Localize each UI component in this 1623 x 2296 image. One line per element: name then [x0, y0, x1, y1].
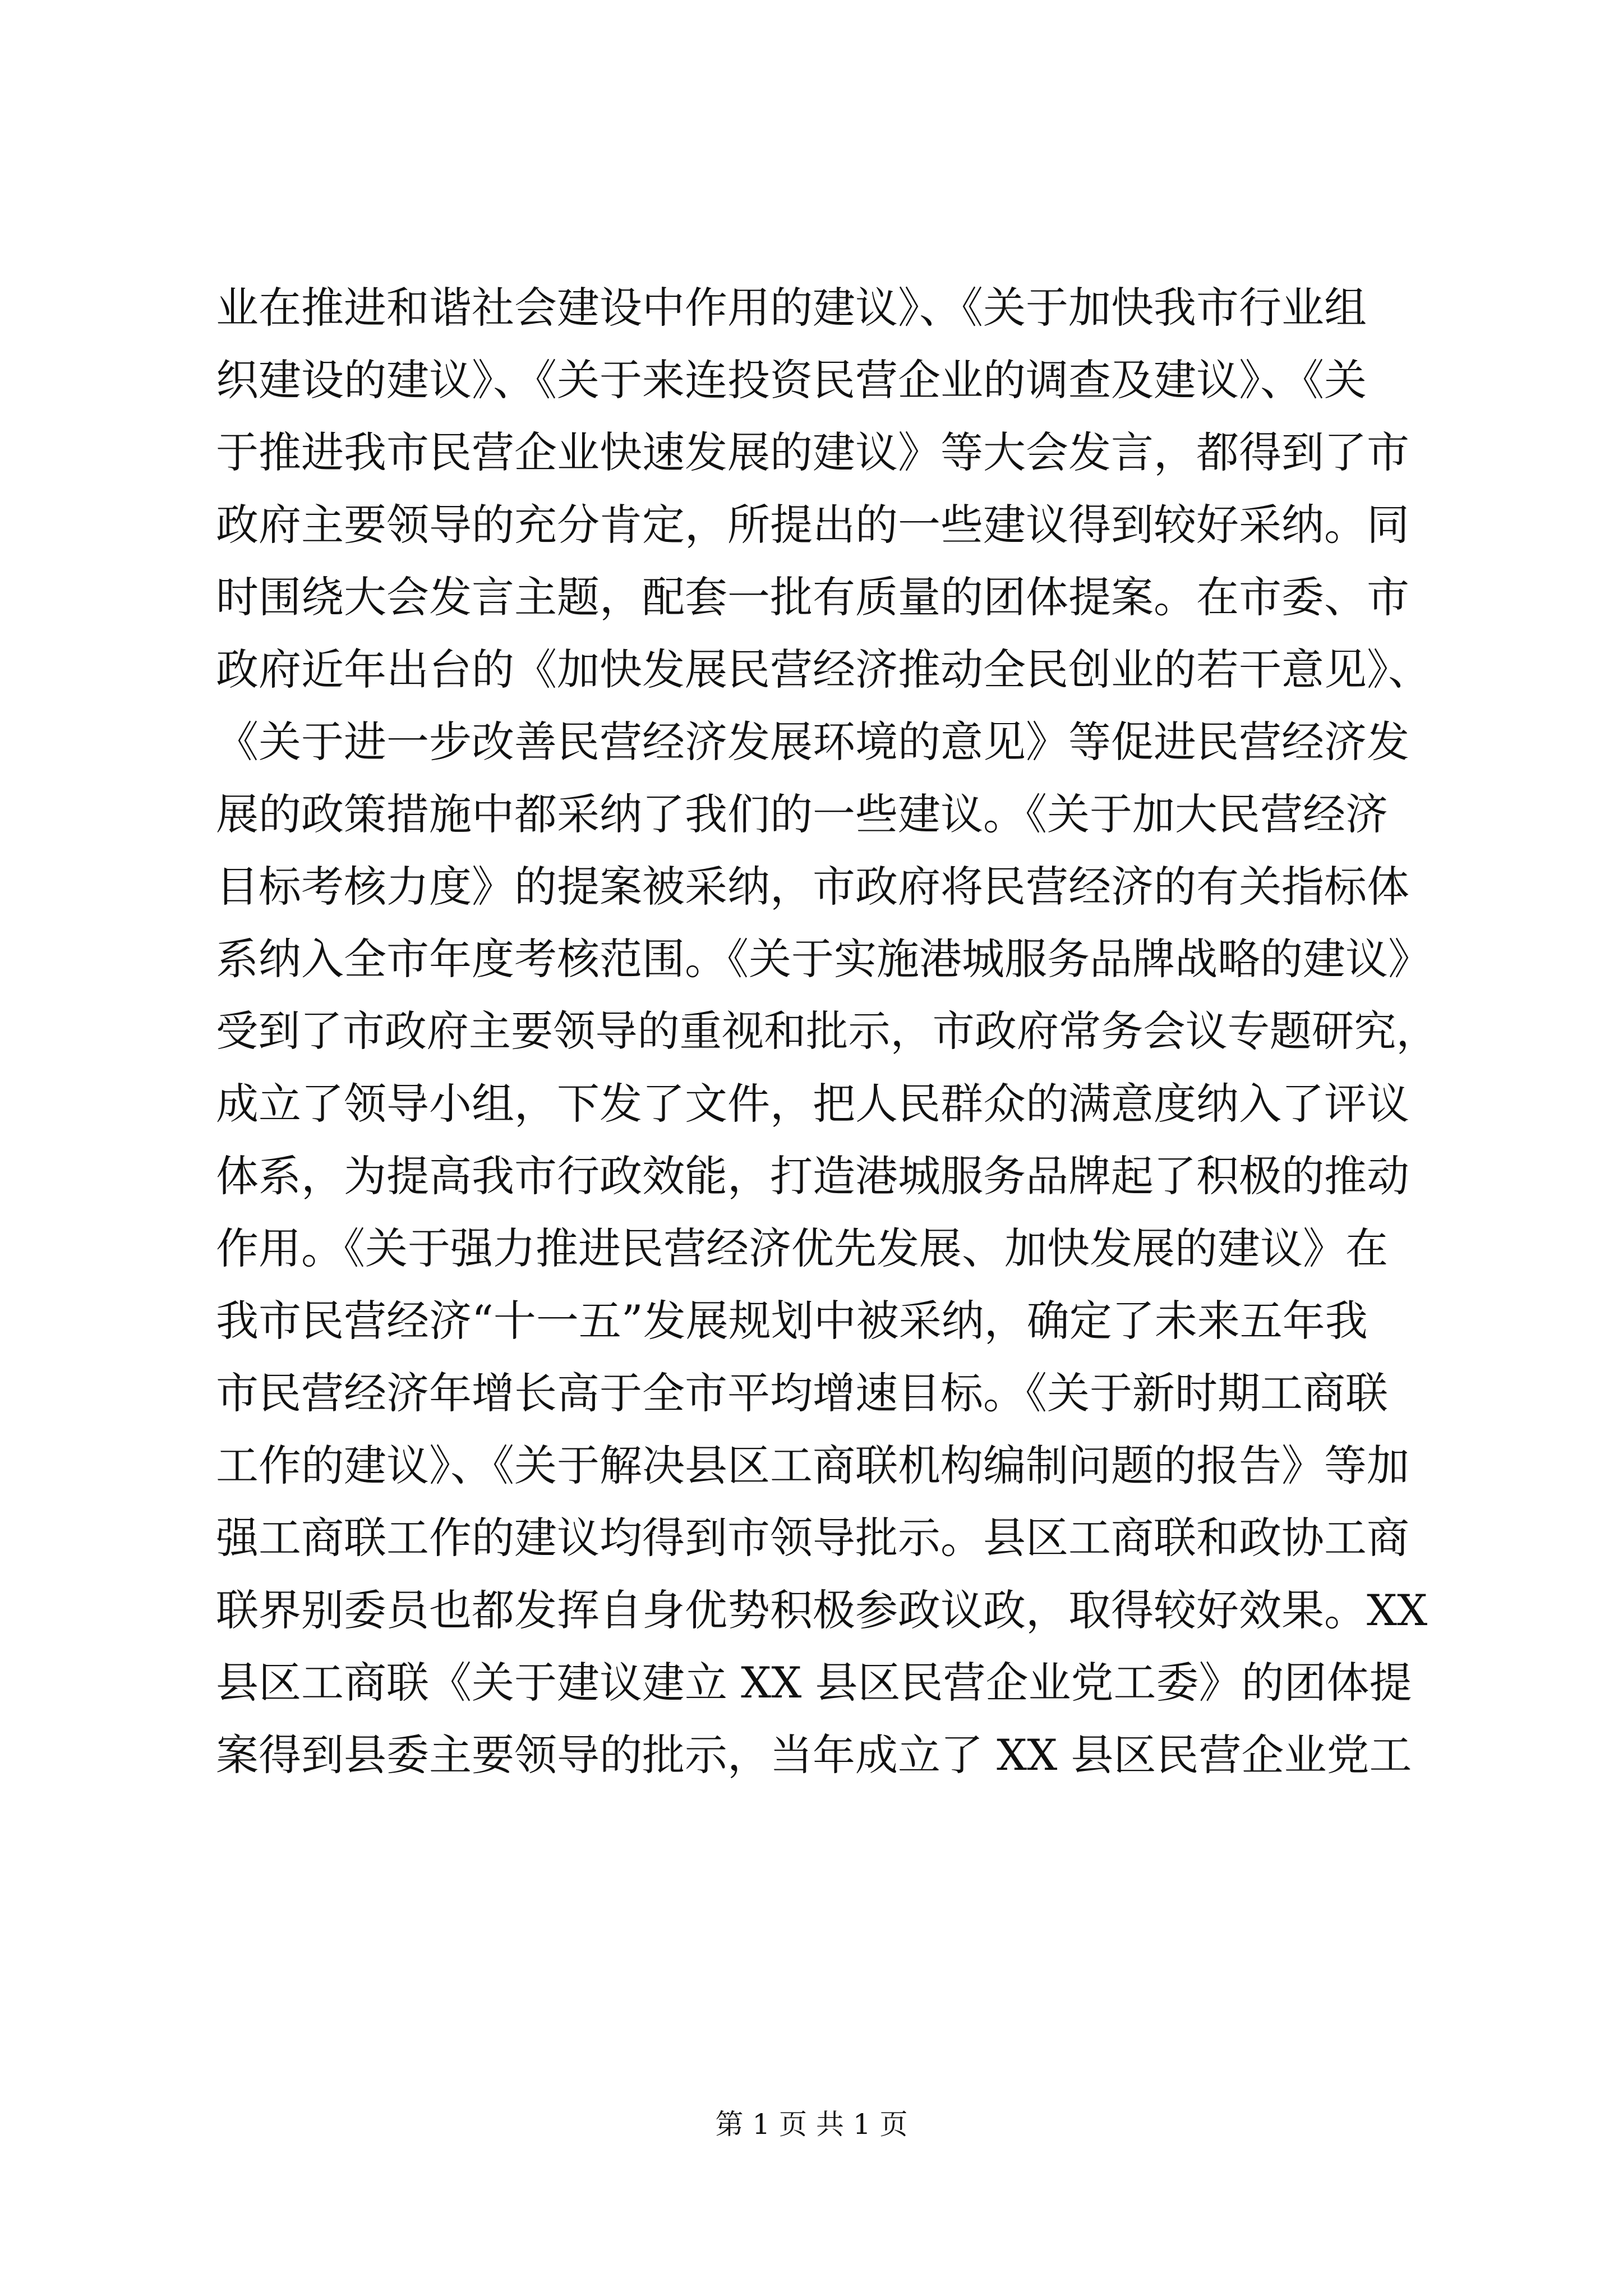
text-line: 政府近年出台的《加快发展民营经济推动全民创业的若干意见》、 — [216, 645, 1431, 694]
text-line: 政府主要领导的充分肯定，所提出的一些建议得到较好采纳。同 — [216, 500, 1409, 550]
text-line: 案得到县委主要领导的批示，当年成立了 XX 县区民营企业党工 — [216, 1730, 1412, 1780]
text-line: 时围绕大会发言主题，配套一批有质量的团体提案。在市委、市 — [216, 572, 1409, 622]
text-line: 目标考核力度》的提案被采纳，市政府将民营经济的有关指标体 — [216, 862, 1409, 912]
text-line: 市民营经济年增长高于全市平均增速目标。《关于新时期工商联 — [216, 1368, 1388, 1418]
text-line: 工作的建议》、《关于解决县区工商联机构编制问题的报告》等加 — [216, 1441, 1409, 1490]
text-line: 《关于进一步改善民营经济发展环境的意见》等促进民营经济发 — [216, 717, 1409, 767]
page-number-label: 第 1 页 共 1 页 — [715, 2108, 908, 2141]
text-line: 成立了领导小组，下发了文件，把人民群众的满意度纳入了评议 — [216, 1079, 1409, 1129]
text-line: 系纳入全市年度考核范围。《关于实施港城服务品牌战略的建议》 — [216, 934, 1431, 984]
text-line: 县区工商联《关于建议建立 XX 县区民营企业党工委》的团体提 — [216, 1658, 1412, 1708]
text-line: 我市民营经济“十一五”发展规划中被采纳，确定了未来五年我 — [216, 1296, 1368, 1346]
page-footer — [0, 2105, 1623, 2144]
text-line: 业在推进和谐社会建设中作用的建议》、《关于加快我市行业组 — [216, 283, 1367, 333]
text-line: 展的政策措施中都采纳了我们的一些建议。《关于加大民营经济 — [216, 789, 1388, 839]
text-line: 于推进我市民营企业快速发展的建议》等大会发言，都得到了市 — [216, 427, 1409, 477]
text-line: 强工商联工作的建议均得到市领导批示。县区工商联和政协工商 — [216, 1513, 1409, 1563]
body-paragraph — [216, 272, 1438, 1791]
text-line: 作用。《关于强力推进民营经济优先发展、加快发展的建议》在 — [216, 1223, 1388, 1273]
text-line: 受到了市政府主要领导的重视和批示，市政府常务会议专题研究， — [216, 1006, 1438, 1056]
text-line: 体系，为提高我市行政效能，打造港城服务品牌起了积极的推动 — [216, 1151, 1409, 1201]
text-line: 织建设的建议》、《关于来连投资民营企业的调查及建议》、《关 — [216, 355, 1367, 405]
text-line: 联界别委员也都发挥自身优势积极参政议政，取得较好效果。XX — [216, 1585, 1428, 1635]
